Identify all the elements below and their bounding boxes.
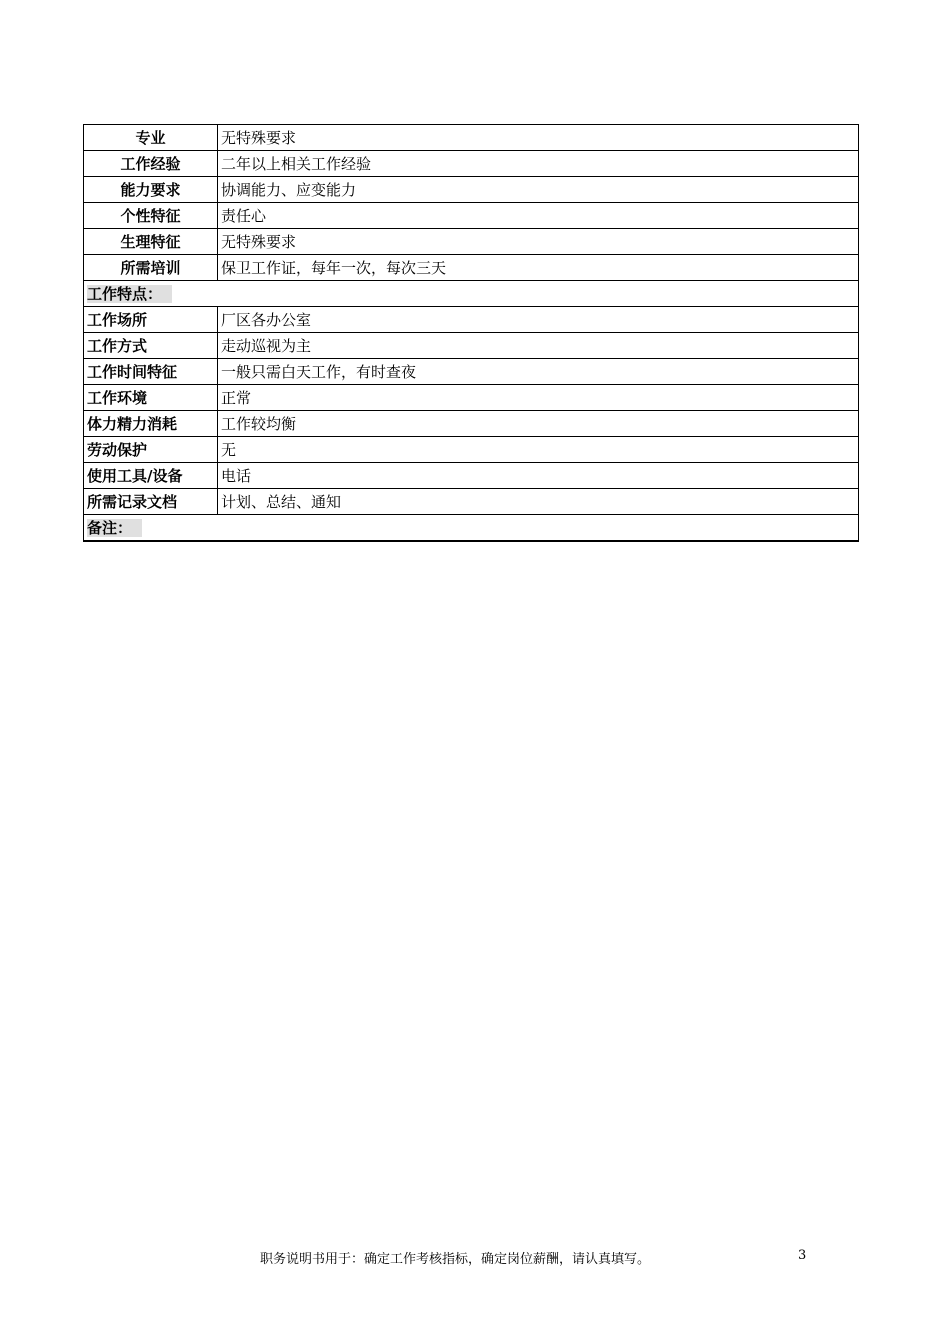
table-row (84, 255, 859, 281)
row-label: 工作环境 (84, 385, 218, 411)
row-label: 生理特征 (84, 229, 218, 255)
row-value: 保卫工作证，每年一次，每次三天 (218, 255, 859, 281)
row-label: 工作场所 (84, 307, 218, 333)
row-value: 无特殊要求 (218, 229, 859, 255)
row-value: 厂区各办公室 (218, 307, 859, 333)
footer-note: 职务说明书用于：确定工作考核指标，确定岗位薪酬，请认真填写。 (260, 1252, 651, 1267)
table-row (84, 385, 859, 411)
table-row (84, 411, 859, 437)
row-value: 正常 (218, 385, 859, 411)
remarks-row (84, 515, 859, 542)
table-row (84, 229, 859, 255)
row-value: 无特殊要求 (218, 125, 859, 151)
row-label: 专业 (84, 125, 218, 151)
row-value: 走动巡视为主 (218, 333, 859, 359)
table-row (84, 307, 859, 333)
row-label: 工作时间特征 (84, 359, 218, 385)
table-row (84, 177, 859, 203)
row-value: 工作较均衡 (218, 411, 859, 437)
row-value: 二年以上相关工作经验 (218, 151, 859, 177)
row-value: 一般只需白天工作，有时查夜 (218, 359, 859, 385)
row-label: 劳动保护 (84, 437, 218, 463)
table-row (84, 203, 859, 229)
table-row (84, 333, 859, 359)
table-row (84, 359, 859, 385)
row-label: 使用工具/设备 (84, 463, 218, 489)
table-row (84, 151, 859, 177)
table-row (84, 489, 859, 515)
table-row (84, 437, 859, 463)
table-row (84, 463, 859, 489)
work-characteristics-heading (84, 281, 859, 307)
remarks-heading-text: 备注： (87, 519, 142, 537)
row-value: 协调能力、应变能力 (218, 177, 859, 203)
row-label: 能力要求 (84, 177, 218, 203)
section-header-row (84, 281, 859, 307)
row-label: 所需记录文档 (84, 489, 218, 515)
row-value: 责任心 (218, 203, 859, 229)
row-value: 电话 (218, 463, 859, 489)
section-heading-text: 工作特点： (87, 285, 172, 303)
row-label: 所需培训 (84, 255, 218, 281)
page-number: 3 (798, 1248, 807, 1263)
row-value: 计划、总结、通知 (218, 489, 859, 515)
job-description-table (83, 124, 859, 542)
row-label: 工作经验 (84, 151, 218, 177)
row-label: 个性特征 (84, 203, 218, 229)
remarks-heading (84, 515, 859, 542)
row-value: 无 (218, 437, 859, 463)
row-label: 体力精力消耗 (84, 411, 218, 437)
row-label: 工作方式 (84, 333, 218, 359)
table-row (84, 125, 859, 151)
